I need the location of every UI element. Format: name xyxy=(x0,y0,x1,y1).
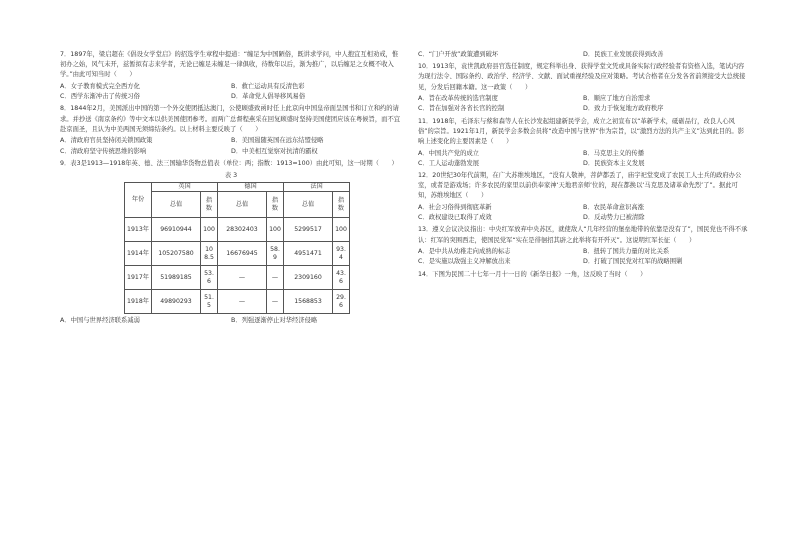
left-column xyxy=(60,50,402,328)
value-cell: 96910944 xyxy=(152,218,201,242)
question-12-options xyxy=(418,203,748,223)
option-a[interactable]: A．清政府官员坚持闭关锁国政策 xyxy=(60,137,153,145)
question-12-stem: 12．20世纪30年代前期，在广大苏维埃地区，“没有人敬神，菩萨都丢了，庙宇祀堂变成了农民工人士兵的政府办公室，或者是游戏场；许多农民的家里以前供奉家神‘天地君亲师’位的，现在都换以‘马克思及诸革命先烈’了”。据此可知，苏维埃地区（ ） xyxy=(418,172,742,200)
value-cell: 16676945 xyxy=(218,242,267,266)
option-c[interactable]: C．是实施以敌强主义冲解放出来 xyxy=(418,258,511,266)
value-cell: 93.4 xyxy=(333,242,350,266)
question-11-options xyxy=(418,149,748,169)
option-d[interactable]: D．致力于恢复地方政府秩序 xyxy=(583,105,664,113)
question-11-stem: 11．1918年，毛泽东与蔡和森等人在长沙发起组建新民学会，成立之初宣布以“革新学术，砥砺品行，改良人心风俗”的宗旨。1921年1月，新民学会多数会员将“改造中国与世界”作为宗旨，以“激烈方法的共产主义”达到此目的。影响上述变化的主要因素是（ ） xyxy=(418,117,744,146)
option-b[interactable]: B．顺应了地方自治需求 xyxy=(583,95,651,103)
option-a[interactable]: A．中国与世界经济联系减弱 xyxy=(60,317,140,325)
table-row xyxy=(125,218,350,242)
question-13-stem: 13．遵义会议决议指出：中央红军放弃中央苏区，就使敌人“几年经营的堡垒地带的依靠是没有了”，国民党也不得不承认：红军的突围西走，使国民党军“实在是徘徊招其辟之此举将有开歼灭”。这说明红军长征（ ） xyxy=(418,226,748,244)
value-cell: 108.5 xyxy=(201,242,218,266)
year-cell: 1913年 xyxy=(125,218,152,242)
col-index: 指数 xyxy=(333,192,350,218)
question-14-stem: 14．下图为民国二十七年一月十一日的《新华日报》一角，这反映了当时（ ） xyxy=(418,270,647,278)
value-cell: 1568853 xyxy=(284,290,333,314)
question-8-stem: 8．1844年2月，美国派出中国的第一个外交使团抵达澳门，公使顾盛致函时任上此京向中国皇帝面呈国书和订立和约的请求。并抄送《南京条约》等中文本以供美国使团参考。而两广总督程燕采在回复顾盛时坚持美国使团应该在粤候旨，而不宜赴京面圣，且认为中美两国无须缔结条约。以上材料主要反映了（ ） xyxy=(60,105,401,133)
option-b[interactable]: B．农民革命意识高涨 xyxy=(583,204,644,212)
table-row xyxy=(125,266,350,290)
value-cell: 51989185 xyxy=(152,266,201,290)
table-row xyxy=(125,242,350,266)
option-c[interactable]: C．旨在加强对各省长官的控制 xyxy=(418,105,505,113)
table-caption: 表 3 xyxy=(224,172,238,180)
value-cell: 51.5 xyxy=(201,290,218,314)
trade-table xyxy=(124,182,350,314)
question-9-options xyxy=(60,316,402,326)
value-cell: 100 xyxy=(201,218,218,242)
right-column xyxy=(418,50,748,281)
value-cell: — xyxy=(218,290,267,314)
option-a[interactable]: A．中国共产党的成立 xyxy=(418,149,479,157)
value-cell: 2309160 xyxy=(284,266,333,290)
col-total: 总值 xyxy=(218,192,267,218)
value-cell: 105207580 xyxy=(152,242,201,266)
option-d[interactable]: D．民族工业发展获得到改善 xyxy=(583,51,664,58)
option-c[interactable]: C．清政府坚守传统思维的影响 xyxy=(60,147,147,155)
value-cell: 100 xyxy=(267,218,284,242)
col-index: 指数 xyxy=(201,192,218,218)
option-b[interactable]: B．扭转了国共力量的对比关系 xyxy=(583,248,670,256)
option-b[interactable]: B．列强逐渐停止对华经济侵略 xyxy=(231,317,318,325)
option-a[interactable]: A．是中共从幼稚走向成熟的标志 xyxy=(418,248,511,256)
question-8-options xyxy=(60,136,402,156)
value-cell: 43.6 xyxy=(333,266,350,290)
country-uk: 英国 xyxy=(152,183,218,192)
option-c[interactable]: C．政权建设已取得了成效 xyxy=(418,214,492,222)
option-d[interactable]: D．民族资本主义发展 xyxy=(583,159,645,167)
value-cell: 49890293 xyxy=(152,290,201,314)
year-cell: 1918年 xyxy=(125,290,152,314)
question-13-options xyxy=(418,247,748,267)
value-cell: 53.6 xyxy=(201,266,218,290)
option-a[interactable]: A．社会习俗得到彻底革新 xyxy=(418,204,492,212)
col-total: 总值 xyxy=(152,192,201,218)
value-cell: — xyxy=(267,290,284,314)
value-cell: — xyxy=(218,266,267,290)
option-b[interactable]: B．美国遏随英国在远东结盟侵略 xyxy=(231,137,324,145)
option-a[interactable]: A．旨在改革传统的选官制度 xyxy=(418,95,498,103)
year-header: 年份 xyxy=(125,183,152,218)
option-c[interactable]: C．西学东渐冲击了传统习俗 xyxy=(60,93,140,101)
question-9-stem: 9．表3是1913—1918年英、德、法三国输华货物总值表（单位：两；指数：1913=100）由此可知，这一时期（ ） xyxy=(60,159,398,167)
question-10-options xyxy=(418,94,748,114)
option-d[interactable]: D．反动势力已被清除 xyxy=(583,214,645,222)
table-row xyxy=(125,290,350,314)
col-index: 指数 xyxy=(267,192,284,218)
question-7-options xyxy=(60,82,402,102)
option-d[interactable]: D．革命党人倡导移风易俗 xyxy=(231,93,306,101)
question-10-stem: 10．1913年，袁世凯政府县官选任制度，规定科举出身、获得学堂文凭或具备实际行政经验者有资格入选，笔试内容为现行法令、国际条约、政治学、经济学、文献、面试重视经验及应对策略。考试合格者在分发各省前须接受大总统接见，分发后回籍本籍。这一政策（ ） xyxy=(418,63,746,91)
value-cell: 4951471 xyxy=(284,242,333,266)
value-cell: 58.9 xyxy=(267,242,284,266)
value-cell: — xyxy=(267,266,284,290)
option-d[interactable]: D．打破了国民党对红军的战略围剿 xyxy=(583,258,683,266)
value-cell: 29.6 xyxy=(333,290,350,314)
question-7-stem: 7．1897年，梁启超在《倡设女学堂启》的招选学生章程中提道：“缠足为中国陋俗，既讲求学问，中人抱宜互相劝戒，惟初办之始，风气未开，兹暂拟有志来学者，无论已缠足未缠足一律俱收，待数年以后，渐为推广，以后缠足之女概不收入学。”由此可知当时（ ） xyxy=(60,51,399,79)
option-a[interactable]: A．女子教育模式完全西方化 xyxy=(60,83,140,90)
country-fr: 法国 xyxy=(284,183,350,192)
year-cell: 1914年 xyxy=(125,242,152,266)
country-de: 德国 xyxy=(218,183,284,192)
value-cell: 5299517 xyxy=(284,218,333,242)
option-c[interactable]: C．工人运动蓬勃发展 xyxy=(418,159,480,167)
option-b[interactable]: B．马克思主义的传播 xyxy=(583,149,644,157)
option-d[interactable]: D．中美相互觉察对抗清的霸权 xyxy=(231,147,318,155)
value-cell: 28302403 xyxy=(218,218,267,242)
value-cell: 100 xyxy=(333,218,350,242)
option-c[interactable]: C．“门户开放”政策遭到破坏 xyxy=(418,51,499,58)
question-9-options-cont xyxy=(418,50,748,60)
year-cell: 1917年 xyxy=(125,266,152,290)
col-total: 总值 xyxy=(284,192,333,218)
option-b[interactable]: B．救亡运动具有反清色彩 xyxy=(231,83,305,90)
